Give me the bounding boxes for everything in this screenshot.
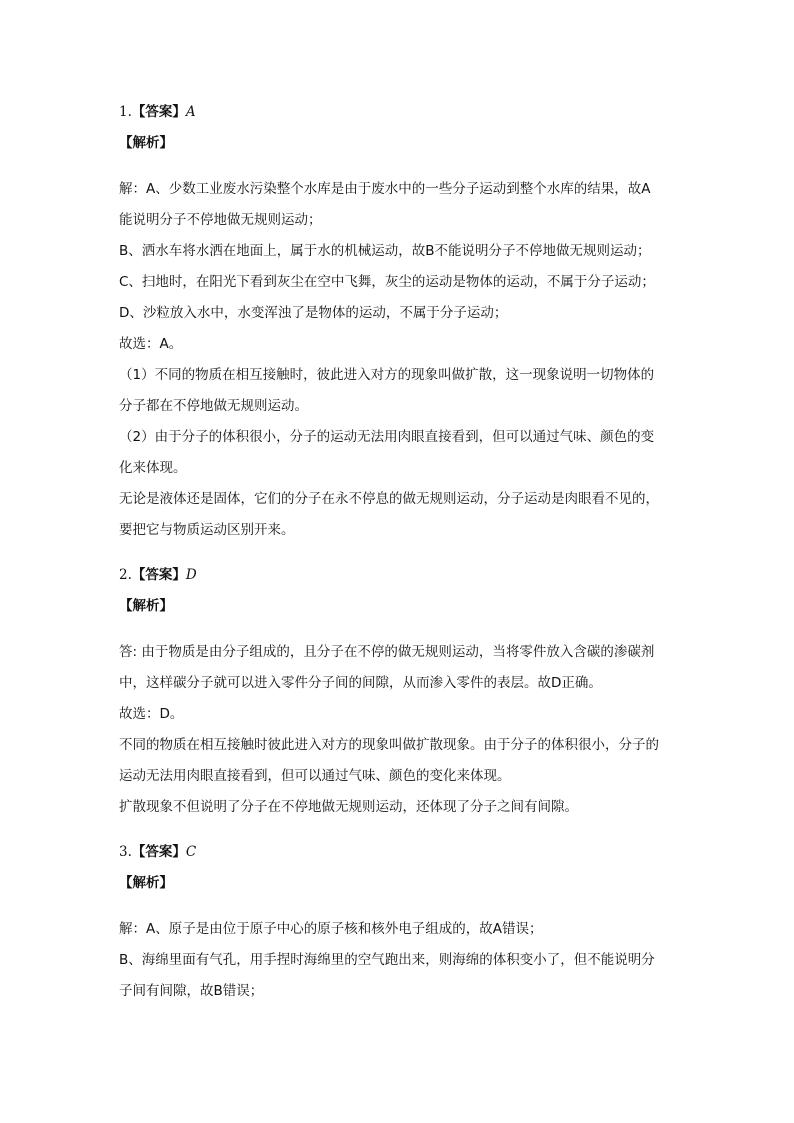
q2-analysis-label — [119, 597, 699, 615]
q3-line-1: B、海绵里面有气孔，用手捏时海绵里的空气跑出来，则海绵的体积变小了，但不能说明分 — [119, 952, 655, 968]
q1-analysis-heading: 【解析】 — [119, 135, 173, 151]
q2-answer: D — [185, 567, 197, 583]
q1-line-11: 要把它与物质运动区别开来。 — [119, 522, 295, 538]
q2-analysis-heading: 【解析】 — [119, 598, 173, 614]
q2-line-4: 运动无法用肉眼直接看到，但可以通过气味、颜色的变化来体现。 — [119, 768, 511, 784]
q1-analysis-label — [119, 134, 699, 152]
q1-line-2: B、洒水车将水洒在地面上，属于水的机械运动，故B不能说明分子不停地做无规则运动； — [119, 243, 651, 259]
q2-line-1: 中，这样碳分子就可以进入零件分子间的间隙，从而渗入零件的表层。故D正确。 — [119, 675, 602, 691]
q1-number: 1. — [119, 104, 132, 120]
q1-answer-line — [119, 103, 699, 121]
q1-line-9: 化来体现。 — [119, 460, 187, 476]
q3-answer: C — [185, 844, 197, 860]
q3-answer-label: 【答案】 — [131, 844, 186, 860]
q1-line-1: 能说明分子不停地做无规则运动； — [119, 212, 322, 228]
q2-line-2: 故选：D。 — [119, 706, 184, 722]
q3-number: 3. — [119, 844, 132, 860]
q1-line-8: （2）由于分子的体积很小，分子的运动无法用肉眼直接看到，但可以通过气味、颜色的变 — [119, 429, 655, 445]
q1-answer-label: 【答案】 — [131, 104, 186, 120]
q2-answer-label: 【答案】 — [131, 567, 186, 583]
q3-line-0: 解：A、原子是由位于原子中心的原子核和核外电子组成的，故A错误； — [119, 921, 543, 937]
q1-line-4: D、沙粒放入水中，水变浑浊了是物体的运动，不属于分子运动； — [119, 305, 508, 321]
q1-line-6: （1）不同的物质在相互接触时，彼此进入对方的现象叫做扩散，这一现象说明一切物体的 — [119, 367, 655, 383]
q1-line-7: 分子都在不停地做无规则运动。 — [119, 398, 308, 414]
q3-analysis-heading: 【解析】 — [119, 875, 173, 891]
q2-line-0: 答: 由于物质是由分子组成的，且分子在不停的做无规则运动，当将零件放入含碳的渗碳剂 — [119, 644, 655, 660]
q2-number: 2. — [119, 567, 132, 583]
q1-line-10: 无论是液体还是固体，它们的分子在永不停息的做无规则运动，分子运动是肉眼看不见的， — [119, 491, 659, 507]
q3-analysis-label — [119, 874, 699, 892]
q1-line-0: 解：A、少数工业废水污染整个水库是由于废水中的一些分子运动到整个水库的结果，故A — [119, 181, 651, 197]
q1-answer: A — [185, 104, 196, 120]
q1-line-5: 故选：A。 — [119, 336, 183, 352]
q3-line-2: 子间有间隙，故B错误； — [119, 983, 264, 999]
q2-line-5: 扩散现象不但说明了分子在不停地做无规则运动，还体现了分子之间有间隙。 — [119, 799, 578, 815]
q3-answer-line — [119, 843, 699, 861]
q1-line-3: C、扫地时，在阳光下看到灰尘在空中飞舞，灰尘的运动是物体的运动，不属于分子运动； — [119, 274, 655, 290]
q2-line-3: 不同的物质在相互接触时彼此进入对方的现象叫做扩散现象。由于分子的体积很小，分子的 — [119, 737, 659, 753]
q2-answer-line — [119, 566, 699, 584]
